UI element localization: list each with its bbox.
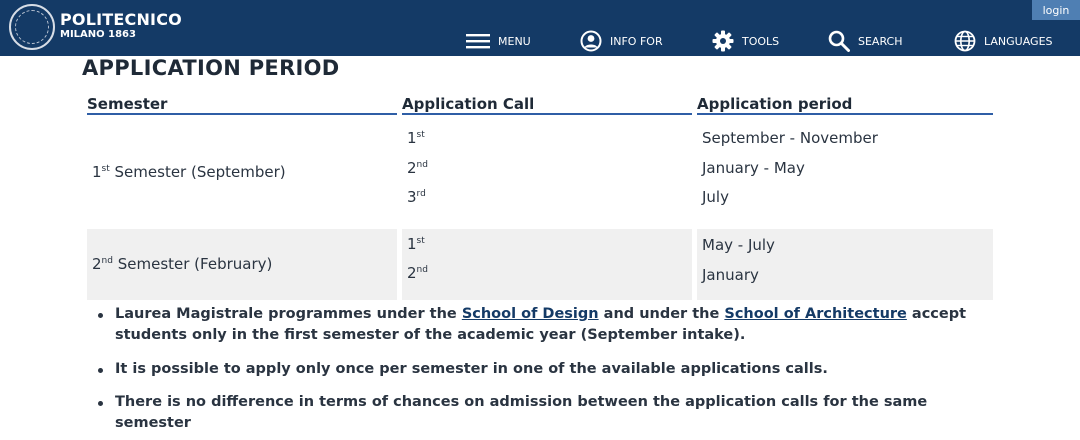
top-header (0, 0, 1080, 56)
row-background (402, 229, 692, 300)
period-cell: September - November (702, 129, 878, 147)
list-item: There is no difference in terms of chances on admission between the application calls for the same semester (98, 392, 998, 434)
brand-wordmark[interactable] (60, 11, 182, 41)
notes-list (98, 304, 998, 434)
semester-cell: 1st Semester (September) (92, 163, 286, 181)
nav-search[interactable] (828, 28, 903, 54)
brand-subtitle: MILANO 1863 (60, 29, 136, 40)
nav-tools[interactable] (712, 28, 779, 54)
page-title: APPLICATION PERIOD (82, 56, 340, 80)
table-header-semester: Semester (87, 95, 397, 115)
table-header-application-call: Application Call (402, 95, 692, 115)
nav-info-for-label: INFO FOR (610, 34, 663, 48)
list-item: It is possible to apply only once per semester in one of the available applications calls. (98, 359, 998, 380)
call-cell: 3rd (407, 188, 426, 206)
politecnico-seal-logo[interactable] (9, 4, 55, 50)
period-cell: January - May (702, 159, 805, 177)
table-header-application-period: Application period (697, 95, 993, 115)
period-cell: May - July (702, 236, 775, 254)
period-cell: January (702, 266, 759, 284)
school-of-architecture-link[interactable]: School of Architecture (724, 306, 907, 322)
gear-icon (712, 30, 734, 52)
call-cell: 2nd (407, 264, 428, 282)
nav-tools-label: TOOLS (742, 34, 780, 48)
brand-name: POLITECNICO (60, 10, 182, 29)
nav-menu[interactable] (466, 28, 531, 54)
semester-cell: 2nd Semester (February) (92, 255, 273, 273)
user-circle-icon (580, 30, 602, 52)
period-cell: July (702, 188, 729, 206)
login-button[interactable]: login (1032, 0, 1080, 20)
school-of-design-link[interactable]: School of Design (461, 306, 599, 322)
call-cell: 1st (407, 235, 425, 253)
list-item: Laurea Magistrale programmes under the School of Design and under the School of Architecture accept students only in the first semester of the academic year (September intake). (98, 304, 998, 346)
call-cell: 2nd (407, 159, 428, 177)
nav-info-for[interactable] (580, 28, 663, 54)
nav-search-label: SEARCH (858, 34, 903, 48)
nav-languages[interactable] (954, 28, 1053, 54)
globe-icon (954, 30, 976, 52)
hamburger-icon (466, 33, 490, 49)
nav-menu-label: MENU (498, 34, 531, 48)
nav-languages-label: LANGUAGES (984, 34, 1053, 48)
call-cell: 1st (407, 129, 425, 147)
search-icon (828, 30, 850, 52)
